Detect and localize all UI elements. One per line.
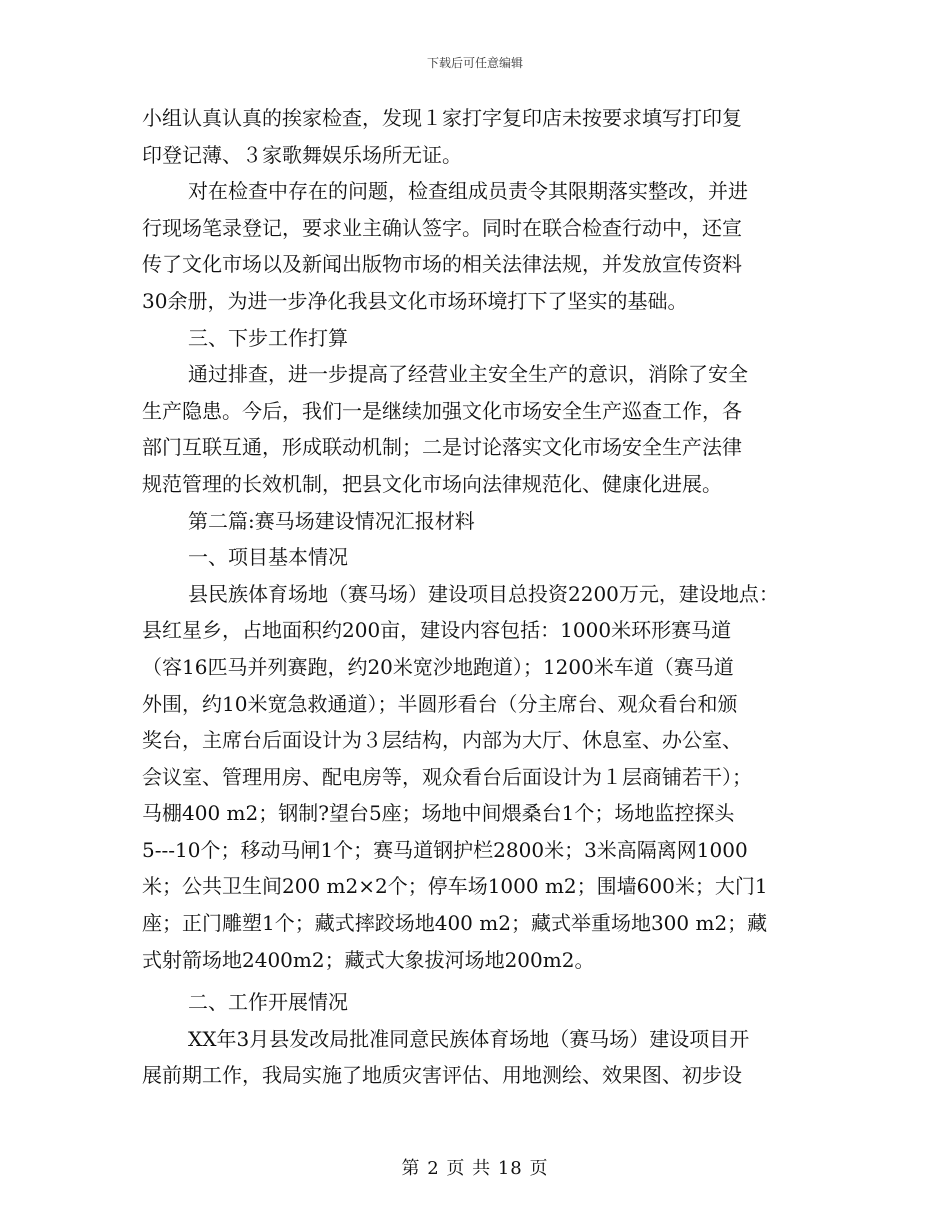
page-number: 第 2 页 共 18 页	[401, 1158, 549, 1179]
body-line: 展前期工作，我局实施了地质灾害评估、用地测绘、效果图、初步设	[142, 1063, 742, 1088]
body-line: 座；正门雕塑1个；藏式摔跤场地400 m2；藏式举重场地300 m2；藏	[142, 911, 768, 936]
body-line: 5---10个；移动马闸1个；赛马道钢护栏2800米；3米高隔离网1000	[142, 837, 748, 862]
body-line: 生产隐患。今后，我们一是继续加强文化市场安全生产巡查工作，各	[142, 398, 742, 423]
body-line: 部门互联互通，形成联动机制；二是讨论落实文化市场安全生产法律	[142, 435, 742, 460]
body-line: XX年3月县发改局批准同意民族体育场地（赛马场）建设项目开	[188, 1026, 750, 1051]
section-heading: 三、下步工作打算	[188, 325, 348, 350]
body-line: 对在检查中存在的问题，检查组成员责令其限期落实整改，并进	[188, 179, 748, 204]
body-line: 行现场笔录登记，要求业主确认签字。同时在联合检查行动中，还宣	[142, 215, 742, 240]
chapter-title: 第二篇:赛马场建设情况汇报材料	[188, 508, 475, 533]
body-line: 通过排查，进一步提高了经营业主安全生产的意识，消除了安全	[188, 362, 748, 387]
body-line: 县红星乡，占地面积约200亩，建设内容包括：1000米环形赛马道	[142, 618, 732, 643]
section-heading: 一、项目基本情况	[188, 545, 348, 570]
body-line: 印登记薄、３家歌舞娱乐场所无证。	[142, 142, 462, 167]
body-line: 30余册，为进一步净化我县文化市场环境打下了坚实的基础。	[142, 288, 688, 313]
body-line: 外围，约10米宽急救通道）；半圆形看台（分主席台、观众看台和颁	[142, 691, 738, 716]
body-line: 马棚400 m2；钢制?望台5座；场地中间煨桑台1个；场地监控探头	[142, 801, 735, 826]
document-body	[142, 100, 810, 1094]
section-heading: 二、工作开展情况	[188, 990, 348, 1015]
header-note: 下载后可任意编辑	[426, 56, 523, 70]
body-line: 规范管理的长效机制，把县文化市场向法律规范化、健康化进展。	[142, 471, 722, 496]
body-line: 式射箭场地2400m2；藏式大象拔河场地200m2。	[142, 947, 595, 972]
body-line: 传了文化市场以及新闻出版物市场的相关法律法规，并发放宣传资料	[142, 252, 742, 277]
body-line: 县民族体育场地（赛马场）建设项目总投资2200万元，建设地点：	[188, 581, 779, 606]
body-line: 小组认真认真的挨家检查，发现１家打字复印店未按要求填写打印复	[142, 106, 742, 130]
body-line: 米；公共卫生间200 m2×2个；停车场1000 m2；围墙600米；大门1	[142, 874, 768, 899]
body-line: 奖台，主席台后面设计为３层结构，内部为大厅、休息室、办公室、	[142, 728, 742, 753]
body-line: 会议室、管理用房、配电房等，观众看台后面设计为１层商铺若干）；	[142, 764, 752, 789]
body-line: （容16匹马并列赛跑，约20米宽沙地跑道）；1200米车道（赛马道	[142, 654, 734, 679]
